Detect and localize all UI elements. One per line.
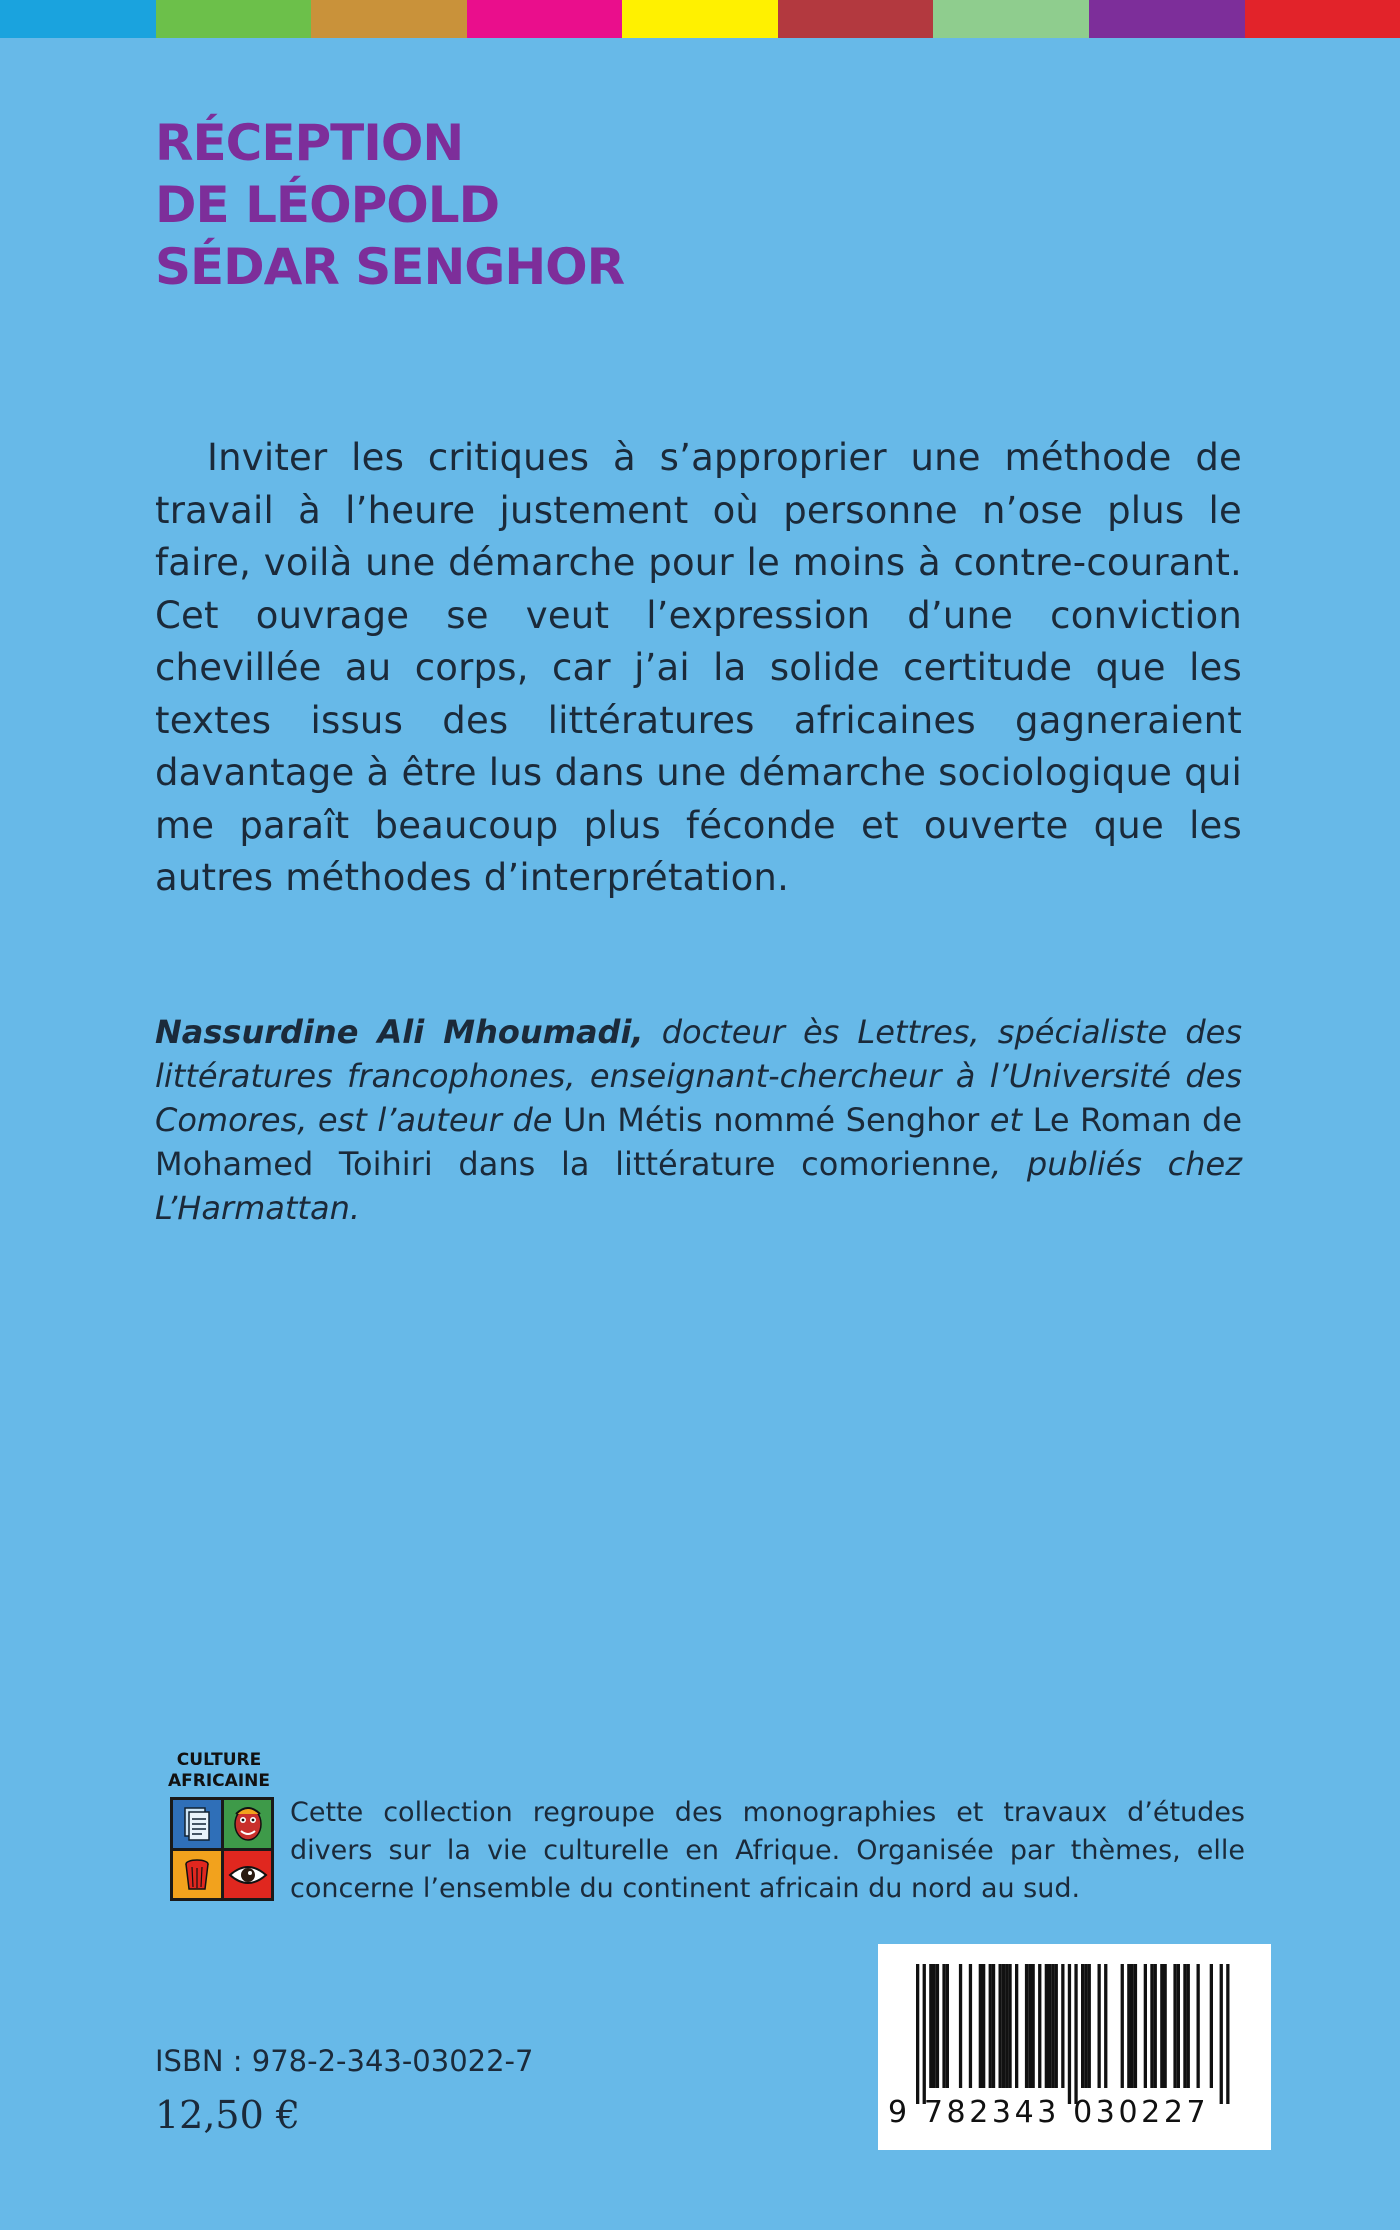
barcode (878, 1944, 1271, 2150)
title-line-1: RÉCEPTION (155, 114, 464, 172)
collection-logo-icon (170, 1797, 274, 1901)
barcode-bar (1173, 1964, 1176, 2088)
barcode-bar (1164, 1964, 1167, 2088)
barcode-bar (1032, 1964, 1035, 2088)
barcode-bar (1187, 1964, 1190, 2088)
author-name: Nassurdine Ali Mhoumadi, (155, 1013, 644, 1051)
document-icon (173, 1800, 221, 1848)
barcode-bar (1154, 1964, 1157, 2088)
barcode-digits: 9 782343 030227 (888, 2095, 1210, 2130)
bio-text-1: docteur ès Lettres, spécialiste des littératures francophones, enseignant-chercheur à l’Université des Comores, est l’auteur de (155, 1013, 1243, 1139)
barcode-bar (1131, 1964, 1134, 2088)
barcode-bar (992, 1964, 995, 2088)
barcode-bar (1074, 1964, 1077, 2104)
book-title (155, 112, 624, 298)
barcode-bar (979, 1964, 982, 2088)
barcode-bar (1098, 1964, 1101, 2088)
book-title-2: Le Roman de Mohamed Toihiri dans la littérature comorienne (155, 1101, 1243, 1183)
eye-icon (224, 1851, 272, 1899)
barcode-bar (1048, 1964, 1051, 2088)
color-stripe-bar (0, 0, 1400, 38)
barcode-bar (936, 1964, 939, 2088)
color-stripe-6 (778, 0, 934, 38)
drum-icon (173, 1851, 221, 1899)
barcode-bar (1150, 1964, 1153, 2088)
barcode-bar (1121, 1964, 1124, 2088)
barcode-bar (1197, 1964, 1200, 2088)
back-cover-blurb: Inviter les critiques à s’approprier une méthode de travail à l’heure justement où personne n’ose plus le faire, voilà une démarche pour le moins à contre-courant. Cet ouvrage se veut l’expression d’une conviction chevillée au corps, car j’ai la solide certitude que les textes issus des littératures africaines gagneraient davantage à être lus dans une démarche sociologique qui me paraît beaucoup plus féconde et ouverte que les autres méthodes d’interprétation. (155, 436, 1242, 899)
barcode-bar (1055, 1964, 1058, 2088)
barcode-bar (1210, 1964, 1213, 2088)
barcode-bar (942, 1964, 945, 2088)
color-stripe-7 (933, 0, 1089, 38)
color-stripe-3 (311, 0, 467, 38)
barcode-bar (982, 1964, 985, 2088)
barcode-bar (1025, 1964, 1028, 2088)
barcode-bar (933, 1964, 936, 2088)
barcode-bar (1015, 1964, 1018, 2088)
barcode-bar (1051, 1964, 1054, 2088)
book-title-1: Un Métis nommé Senghor (563, 1101, 980, 1139)
bio-text-2: et (979, 1101, 1033, 1139)
barcode-bar (1220, 1964, 1223, 2104)
collection-label-line-1: CULTURE (176, 1750, 262, 1770)
barcode-bar (1177, 1964, 1180, 2088)
barcode-bar (1144, 1964, 1147, 2088)
color-stripe-5 (622, 0, 778, 38)
collection-label (164, 1750, 274, 1792)
barcode-bar (999, 1964, 1002, 2088)
barcode-bar (1002, 1964, 1005, 2088)
barcode-bar (1005, 1964, 1008, 2088)
price: 12,50 € (155, 2093, 301, 2137)
title-line-2: DE LÉOPOLD (155, 176, 500, 234)
barcode-bar (1088, 1964, 1091, 2088)
isbn: ISBN : 978-2-343-03022-7 (155, 2044, 534, 2078)
author-bio (155, 1010, 1242, 1230)
barcode-bar (1081, 1964, 1084, 2088)
color-stripe-2 (156, 0, 312, 38)
barcode-bar (969, 1964, 972, 2088)
barcode-bar (1028, 1964, 1031, 2088)
barcode-bar (1104, 1964, 1107, 2088)
color-stripe-9 (1245, 0, 1400, 38)
color-stripe-1 (0, 0, 156, 38)
barcode-bar (1045, 1964, 1048, 2088)
barcode-bar (989, 1964, 992, 2088)
barcode-bar (1068, 1964, 1071, 2104)
barcode-bar (1226, 1964, 1229, 2104)
barcode-bar (1038, 1964, 1041, 2088)
color-stripe-8 (1089, 0, 1245, 38)
barcode-bar (1008, 1964, 1011, 2088)
barcode-bar (923, 1964, 926, 2104)
collection-description: Cette collection regroupe des monographies et travaux d’études divers sur la vie culturelle en Afrique. Organisée par thèmes, elle concerne l’ensemble du continent africain du nord au sud. (290, 1797, 1245, 1904)
barcode-bar (929, 1964, 932, 2088)
barcode-bar (1134, 1964, 1137, 2088)
barcode-bar (1061, 1964, 1064, 2088)
barcode-bar (1160, 1964, 1163, 2088)
barcode-bar (959, 1964, 962, 2088)
barcode-bar (916, 1964, 919, 2104)
title-line-3: SÉDAR SENGHOR (155, 238, 625, 296)
barcode-bar (946, 1964, 949, 2088)
barcode-bar (1084, 1964, 1087, 2088)
mask-face-icon (224, 1800, 272, 1848)
bio-text-3: , publiés chez L’Harmattan. (155, 1145, 1243, 1227)
barcode-bar (1183, 1964, 1186, 2088)
collection-label-line-2: AFRICAINE (168, 1771, 270, 1791)
color-stripe-4 (467, 0, 623, 38)
barcode-bar (1127, 1964, 1130, 2088)
